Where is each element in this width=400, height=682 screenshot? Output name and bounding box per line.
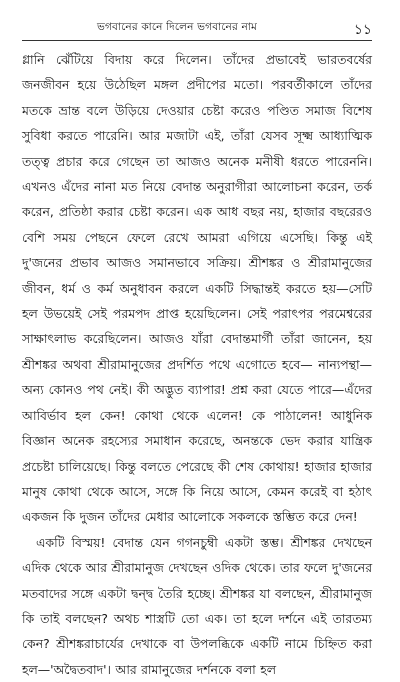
running-head: ভগবানের কানে দিলেন ভগবানের নাম: [96, 21, 258, 33]
body-text: [22, 47, 372, 682]
paragraph-1: গ্লানি ঝেঁটিয়ে বিদায় করে দিলেন। তাঁদের প্রভাবেই ভারতবর্ষের জনজীবন হয়ে উঠেছিল মঙ্গল প্রদীপের মতো। পরবর্তীকালে তাঁদের মতকে ভ্রান্ত বলে উড়িয়ে দেওয়ার চেষ্টা করেও পণ্ডিত সমাজ বিশেষ সুবিধা করতে পারেনি। আর মজাটা এই, তাঁরা যেসব সূক্ষ্ম আধ্যাত্মিক তত্ত্ব প্রচার করে গেছেন তা আজও অনেক মনীষী ধরতে পারেননি। এখনও এঁদের নানা মত নিয়ে বেদান্ত অনুরাগীরা আলোচনা করেন, তর্ক করেন, প্রতিষ্ঠা করার চেষ্টা করেন। এক আধ বছর নয়, হাজার বছরেরও বেশি সময় পেছনে ফেলে রেখে আমরা এগিয়ে এসেছি। কিন্তু এই দু'জনের প্রভাব আজও সমানভাবে সক্রিয়। শ্রীশঙ্কর ও শ্রীরামানুজের জীবন, ধর্ম ও কর্ম অনুধাবন করলে একটি সিদ্ধান্তই করতে হয়—সেটি হল উভয়েই সেই পরমপদ প্রাপ্ত হয়েছিলেন। সেই পরাৎপর পরমেশ্বরের সাক্ষাৎলাভ করেছিলেন। আজও যাঁরা বেদান্তমার্গী তাঁরা জানেন, হয় শ্রীশঙ্কর অথবা শ্রীরামানুজের প্রদর্শিত পথে এগোতে হবে— নান্যপন্থা—অন্য কোনও পথ নেই। কী অদ্ভুত ব্যাপার! প্রশ্ন করা যেতে পারে—এঁদের আবির্ভাব হল কেন! কোথা থেকে এলেন! কে পাঠালেন! আধুনিক বিজ্ঞান অনেক রহস্যের সমাধান করেছে, অনন্তকে ভেদ করার যান্ত্রিক প্রচেষ্টা চালিয়েছে। কিন্তু বলতে পেরেছে কী শেষ কোথায়! হাজার হাজার মানুষ কোথা থেকে আসে, সঙ্গে কি নিয়ে আসে, কেমন করেই বা হঠাৎ একজন কি দুজন তাঁদের মেধার আলোকে সকলকে স্তম্ভিত করে দেন!: [22, 52, 372, 525]
page-header: [22, 18, 372, 41]
paragraph-2: একটি বিস্ময়! বেদান্ত যেন গগনচুম্বী একটা স্তম্ভ। শ্রীশঙ্কর দেখছেন এদিক থেকে আর শ্রীরামানুজ দেখছেন ওদিক থেকে। তার ফলে দু'জনের মতবাদের সঙ্গে একটা দ্বন্দ্ব তৈরি হচ্ছে। শ্রীশঙ্কর যা বলছেন, শ্রীরামানুজ কি তাই বলছেন? অথচ শাস্ত্রটি তো এক। তা হলে দর্শনে এই তারতম্য কেন? শ্রীশঙ্করাচার্যের দেখাকে বা উপলব্ধিকে একটি নামে চিহ্নিত করা হল—'অদ্বৈতবাদ'। আর রামানুজের দর্শনকে বলা হল: [22, 534, 373, 677]
page-number: ১১: [353, 22, 372, 38]
